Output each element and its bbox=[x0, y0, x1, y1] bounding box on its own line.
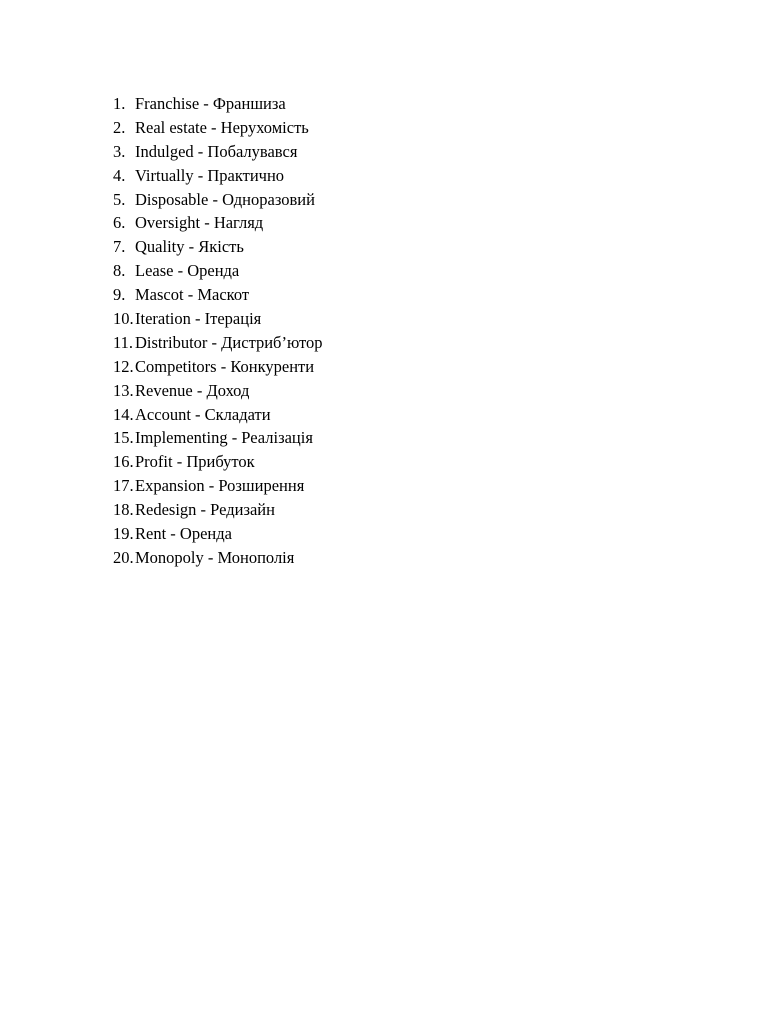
list-item bbox=[113, 235, 323, 259]
item-text: Franchise - Франшиза bbox=[135, 94, 286, 113]
item-number: 20. bbox=[113, 547, 134, 567]
item-text: Real estate - Нерухомість bbox=[135, 117, 309, 137]
list-item bbox=[113, 379, 323, 403]
list-item bbox=[113, 331, 323, 355]
list-item bbox=[113, 140, 323, 164]
item-number: 14. bbox=[113, 404, 134, 424]
item-number: 16. bbox=[113, 452, 134, 472]
item-text: Disposable - Одноразовий bbox=[135, 189, 315, 209]
item-text: Oversight - Нагляд bbox=[135, 213, 264, 233]
item-number: 5. bbox=[113, 189, 126, 209]
item-number: 17. bbox=[113, 476, 134, 496]
item-number: 11. bbox=[113, 332, 134, 352]
list-item bbox=[113, 188, 323, 212]
item-text: Monopoly - Монополія bbox=[135, 547, 295, 567]
list-item bbox=[113, 522, 323, 546]
list-item bbox=[113, 259, 323, 283]
list-item bbox=[113, 283, 323, 307]
list-item bbox=[113, 92, 323, 116]
item-text: Account - Складати bbox=[135, 404, 271, 424]
list-item bbox=[113, 474, 323, 498]
item-text: Implementing - Реалізація bbox=[135, 428, 313, 448]
item-text: Quality - Якість bbox=[135, 237, 244, 257]
item-text: Distributor - Дистриб’ютор bbox=[135, 332, 323, 352]
list-item bbox=[113, 307, 323, 331]
item-number: 10. bbox=[113, 309, 134, 329]
item-number: 7. bbox=[113, 237, 126, 257]
item-text: Virtually - Практично bbox=[135, 165, 285, 185]
item-number: 4. bbox=[113, 165, 126, 185]
item-text: Profit - Прибуток bbox=[135, 452, 255, 472]
item-text: Expansion - Розширення bbox=[135, 476, 305, 496]
item-number: 2. bbox=[113, 117, 126, 137]
item-number: 19. bbox=[113, 524, 134, 544]
list-item bbox=[113, 426, 323, 450]
item-number: 12. bbox=[113, 356, 134, 376]
item-text: Indulged - Побалувався bbox=[135, 141, 298, 161]
item-text: Iteration - Ітерація bbox=[135, 309, 262, 329]
item-number: 8. bbox=[113, 261, 126, 281]
item-number: 1. bbox=[113, 94, 126, 113]
item-number: 13. bbox=[113, 380, 134, 400]
item-text: Revenue - Доход bbox=[135, 380, 250, 400]
list-item bbox=[113, 498, 323, 522]
list-item bbox=[113, 355, 323, 379]
list-item bbox=[113, 211, 323, 235]
item-text: Competitors - Конкуренти bbox=[135, 356, 315, 376]
item-number: 9. bbox=[113, 285, 126, 305]
vocabulary-list bbox=[113, 92, 323, 570]
item-text: Lease - Оренда bbox=[135, 261, 240, 281]
item-number: 15. bbox=[113, 428, 134, 448]
item-text: Mascot - Маскот bbox=[135, 285, 250, 305]
list-item bbox=[113, 116, 323, 140]
item-text: Rent - Оренда bbox=[135, 524, 232, 544]
item-number: 18. bbox=[113, 500, 134, 520]
item-number: 6. bbox=[113, 213, 126, 233]
list-item bbox=[113, 164, 323, 188]
list-item bbox=[113, 450, 323, 474]
item-text: Redesign - Редизайн bbox=[135, 500, 275, 520]
item-number: 3. bbox=[113, 141, 126, 161]
list-item bbox=[113, 403, 323, 427]
list-item bbox=[113, 546, 323, 570]
